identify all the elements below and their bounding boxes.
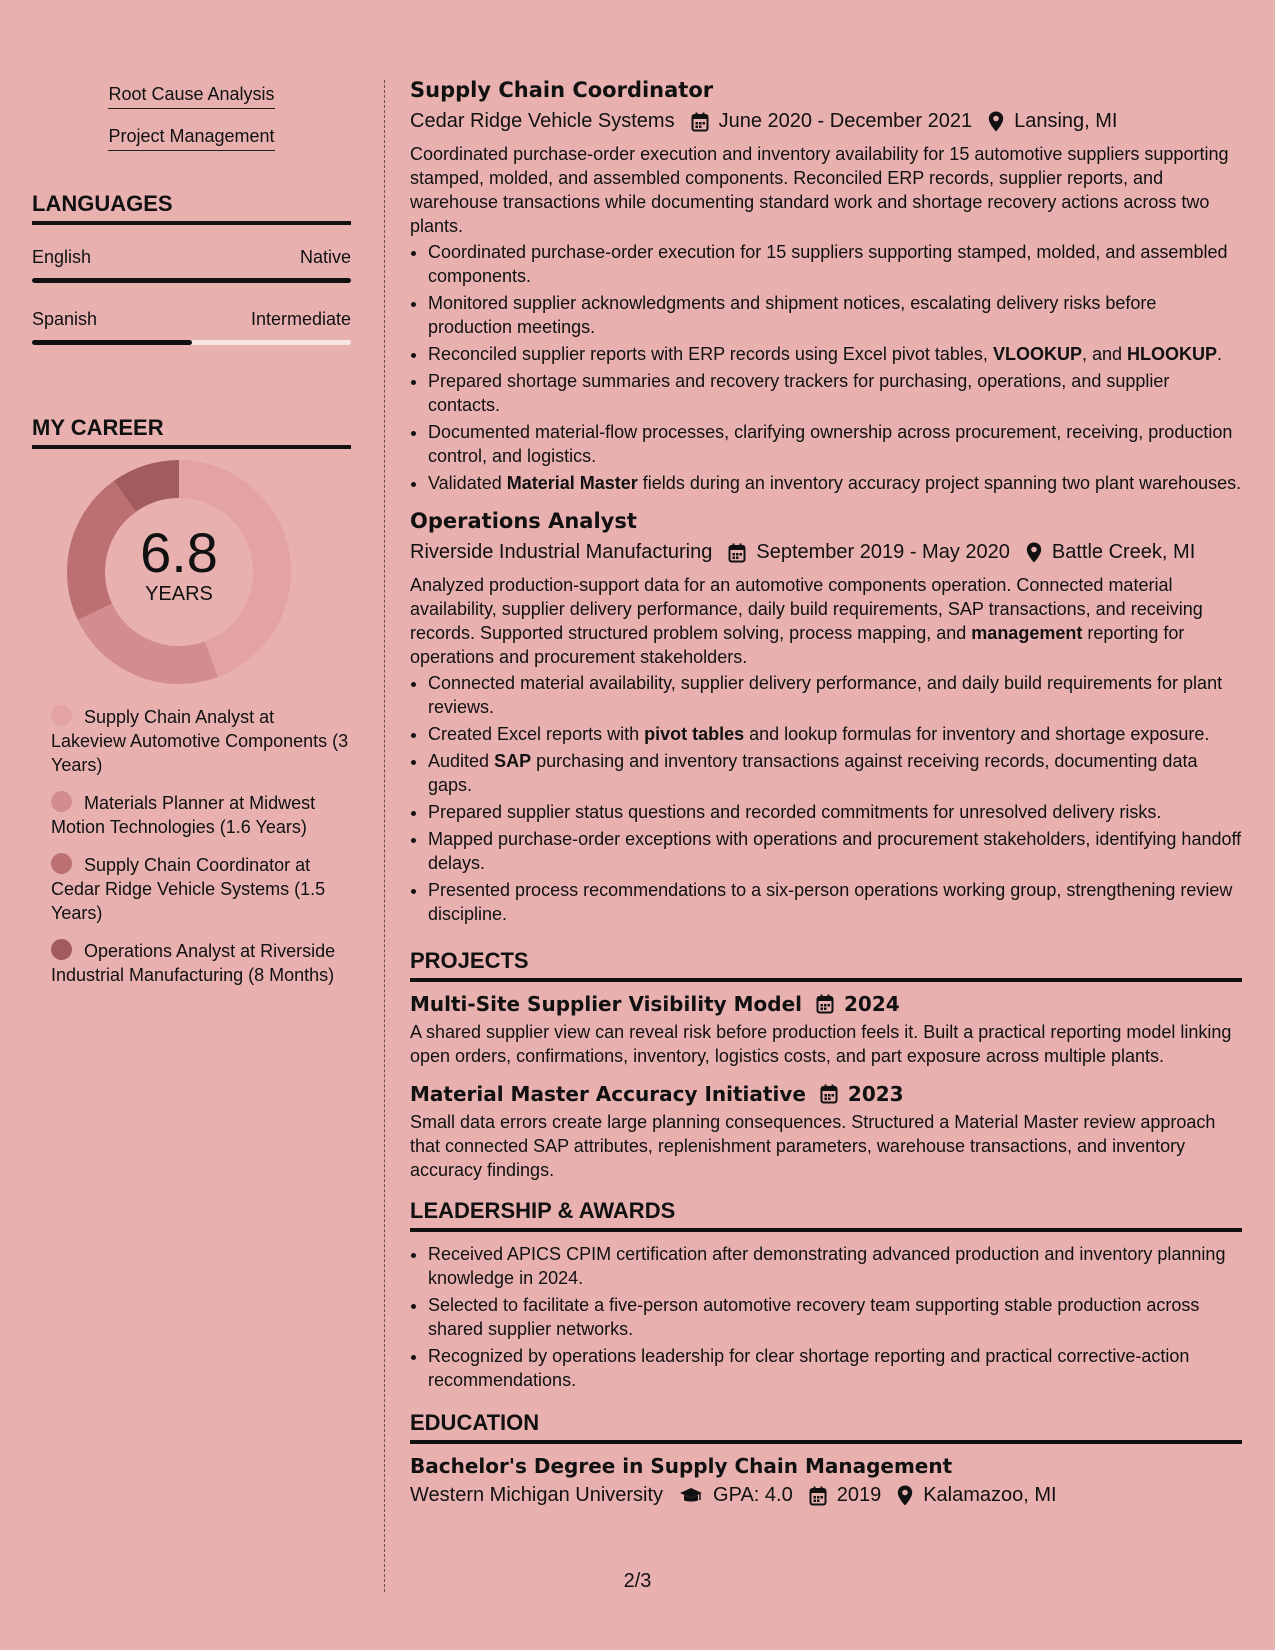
education-heading: EDUCATION <box>410 1410 1242 1444</box>
job-bullet: • Connected material availability, supplier delivery performance, and daily build requirements for plant reviews. <box>428 671 1242 719</box>
career-legend-text <box>51 791 351 839</box>
career-legend-item <box>32 791 351 839</box>
job-bullet: • Created Excel reports with pivot tables and lookup formulas for inventory and shortage exposure. <box>428 722 1242 746</box>
leadership-list <box>410 1242 1242 1392</box>
language-level: Intermediate <box>250 309 351 329</box>
job-bullet: • Coordinated purchase-order execution for 15 suppliers supporting stamped, molded, and assembled components. <box>428 240 1242 288</box>
project-description: Small data errors create large planning consequences. Structured a Material Master review approach that connected SAP attributes, replenishment parameters, warehouse transactions, and inventory accuracy findings. <box>410 1112 1216 1180</box>
graduation-cap-icon <box>679 1487 703 1505</box>
career-legend-text <box>51 705 351 777</box>
language-name: English <box>32 247 92 267</box>
language-item <box>32 309 351 345</box>
project-entry <box>410 1082 1242 1182</box>
job-company: Riverside Industrial Manufacturing <box>410 541 713 563</box>
projects-heading: PROJECTS <box>410 948 1242 982</box>
legend-dot-icon <box>51 939 72 960</box>
career-legend-text <box>51 939 351 987</box>
language-name: Spanish <box>32 309 98 329</box>
career-legend-label: Supply Chain Coordinator at Cedar Ridge Vehicle Systems (1.5 Years) <box>51 855 326 923</box>
job-summary: Analyzed production-support data for an automotive components operation. Connected material availability, supplier delivery performance, daily build requirements, SAP transactions, and receiving records. Supported structured problem solving, process mapping, and management reporting for operations and procurement stakeholders. <box>410 575 1203 667</box>
language-level: Native <box>299 247 351 267</box>
experience-list <box>410 78 1242 926</box>
languages-heading: LANGUAGES <box>32 191 351 225</box>
job-company: Cedar Ridge Vehicle Systems <box>410 110 675 132</box>
education-meta <box>410 1484 1242 1507</box>
project-year: 2023 <box>847 1082 904 1106</box>
leadership-bullet: • Recognized by operations leadership for clear shortage reporting and practical corrective-action recommendations. <box>428 1344 1242 1392</box>
job-location: Lansing, MI <box>1014 110 1118 132</box>
job-bullet: • Reconciled supplier reports with ERP records using Excel pivot tables, VLOOKUP, and HLOOKUP. <box>428 342 1242 366</box>
left-column <box>32 84 351 1001</box>
language-row <box>32 247 351 268</box>
career-legend-text <box>51 853 351 925</box>
language-bar <box>32 278 351 283</box>
career-legend-label: Operations Analyst at Riverside Industrial Manufacturing (8 Months) <box>51 941 336 985</box>
leadership-bullet: • Received APICS CPIM certification after demonstrating advanced production and inventory planning knowledge in 2024. <box>428 1242 1242 1290</box>
leadership-heading: LEADERSHIP & AWARDS <box>410 1198 1242 1232</box>
location-pin-icon <box>1026 542 1042 563</box>
career-legend <box>32 705 351 987</box>
skill-label: Root Cause Analysis <box>108 84 274 109</box>
location-pin-icon <box>988 111 1004 132</box>
education-gpa: GPA: 4.0 <box>713 1484 793 1506</box>
job-bullet: • Monitored supplier acknowledgments and shipment notices, escalating delivery risks before production meetings. <box>428 291 1242 339</box>
project-entry <box>410 992 1242 1068</box>
education-degree: Bachelor's Degree in Supply Chain Management <box>410 1454 953 1478</box>
language-bar <box>32 340 351 345</box>
calendar-icon <box>816 994 834 1014</box>
calendar-icon <box>820 1084 838 1104</box>
language-bar-fill <box>32 340 192 345</box>
language-row <box>32 309 351 330</box>
career-unit: YEARS <box>145 583 213 605</box>
job-bullet: • Presented process recommendations to a six-person operations working group, strengthening review discipline. <box>428 878 1242 926</box>
legend-dot-icon <box>51 853 72 874</box>
career-legend-item <box>32 939 351 987</box>
project-name: Material Master Accuracy Initiative <box>410 1082 806 1106</box>
language-bar-fill <box>32 278 351 283</box>
legend-dot-icon <box>51 791 72 812</box>
education-year: 2019 <box>836 1484 882 1506</box>
skill-item <box>32 84 351 109</box>
career-legend-item <box>32 705 351 777</box>
project-description: A shared supplier view can reveal risk before production feels it. Built a practical reporting model linking open orders, confirmations, inventory, logistics costs, and part exposure across multiple plants. <box>410 1022 1232 1066</box>
job-meta <box>410 110 1242 133</box>
right-column <box>410 78 1242 1507</box>
career-total: 6.8 <box>140 521 218 584</box>
projects-list <box>410 992 1242 1182</box>
job-location: Battle Creek, MI <box>1051 541 1196 563</box>
job-bullet: • Prepared supplier status questions and recorded commitments for unresolved delivery risks. <box>428 800 1242 824</box>
page-number: 2/3 <box>623 1570 652 1592</box>
career-chart <box>32 449 351 695</box>
location-pin-icon <box>897 1485 913 1506</box>
skill-item <box>32 126 351 151</box>
project-title-row <box>410 992 1242 1016</box>
project-title-row <box>410 1082 1242 1106</box>
education-location: Kalamazoo, MI <box>923 1484 1057 1506</box>
job-meta <box>410 541 1242 564</box>
job-bullets <box>410 240 1242 495</box>
job-dates: June 2020 - December 2021 <box>718 110 973 132</box>
language-item <box>32 247 351 283</box>
career-legend-label: Supply Chain Analyst at Lakeview Automotive Components (3 Years) <box>51 707 349 775</box>
career-legend-item <box>32 853 351 925</box>
job-title: Operations Analyst <box>410 509 637 533</box>
calendar-icon <box>691 112 709 132</box>
calendar-icon <box>728 543 746 563</box>
education-school: Western Michigan University <box>410 1484 664 1506</box>
leadership-bullet: • Selected to facilitate a five-person automotive recovery team supporting stable production across shared supplier networks. <box>428 1293 1242 1341</box>
job-title: Supply Chain Coordinator <box>410 78 714 102</box>
job-summary: Coordinated purchase-order execution and inventory availability for 15 automotive suppliers supporting stamped, molded, and assembled components. Reconciled ERP records, supplier reports, and warehouse transactions while documenting standard work and shortage recovery actions across two plants. <box>410 144 1229 236</box>
languages-list <box>32 247 351 345</box>
job-dates: September 2019 - May 2020 <box>756 541 1010 563</box>
career-heading: MY CAREER <box>32 415 351 449</box>
career-legend-label: Materials Planner at Midwest Motion Technologies (1.6 Years) <box>51 793 316 837</box>
skill-label: Project Management <box>108 126 274 151</box>
calendar-icon <box>809 1486 827 1506</box>
project-year: 2024 <box>844 992 900 1016</box>
job-bullet: • Audited SAP purchasing and inventory transactions against receiving records, documenting data gaps. <box>428 749 1242 797</box>
legend-dot-icon <box>51 705 72 726</box>
job-entry <box>410 509 1242 926</box>
job-bullet: • Validated Material Master fields during an inventory accuracy project spanning two plant warehouses. <box>428 471 1242 495</box>
education-entry <box>410 1454 1242 1507</box>
project-name: Multi-Site Supplier Visibility Model <box>410 992 803 1016</box>
column-divider <box>384 80 385 1592</box>
job-bullet: • Prepared shortage summaries and recovery trackers for purchasing, operations, and supplier contacts. <box>428 369 1242 417</box>
job-bullets <box>410 671 1242 926</box>
job-bullet: • Mapped purchase-order exceptions with operations and procurement stakeholders, identifying handoff delays. <box>428 827 1242 875</box>
job-entry <box>410 78 1242 495</box>
job-bullet: • Documented material-flow processes, clarifying ownership across procurement, receiving, production control, and logistics. <box>428 420 1242 468</box>
